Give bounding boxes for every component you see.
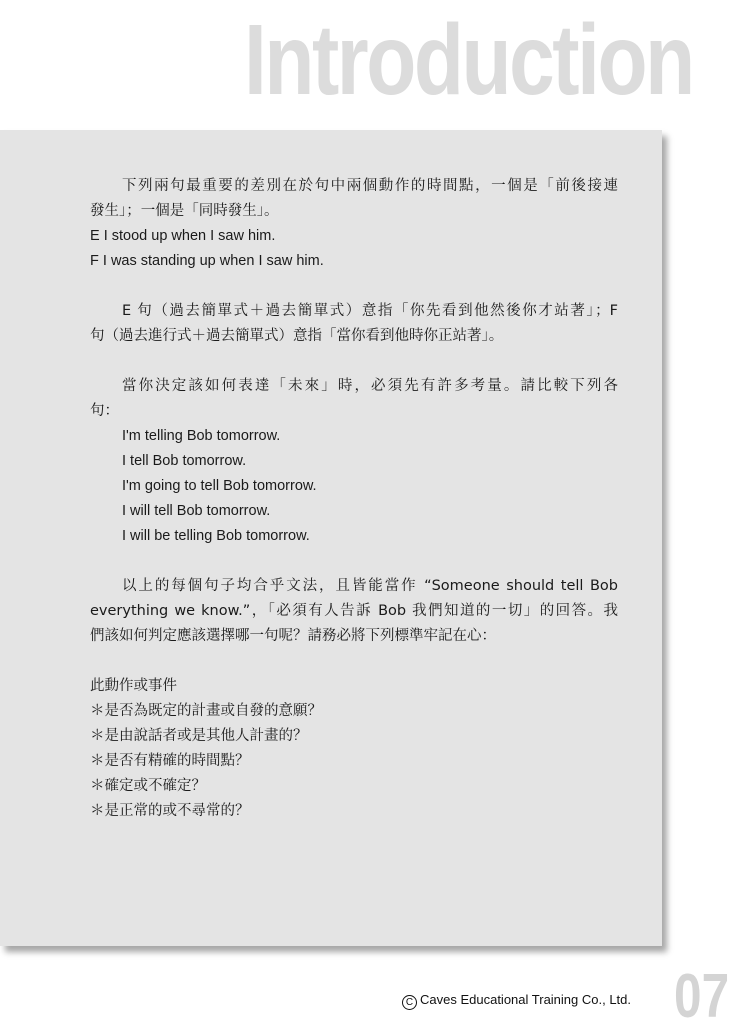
paragraph-line: 下列兩句最重要的差別在於句中兩個動作的時間點，一個是「前後接連 bbox=[122, 178, 618, 194]
paragraph-line: 以上的每個句子均合乎文法，且皆能當作 “Someone should tell Bob bbox=[122, 578, 618, 594]
example-sentence: F I was standing up when I saw him. bbox=[90, 253, 324, 269]
paragraph-line: everything we know.”，「必須有人告訴 Bob 我們知道的一切」的回答。我 bbox=[90, 603, 618, 619]
criteria-item: ＊是由說話者或是其他人計畫的？ bbox=[90, 728, 308, 744]
criteria-item: ＊確定或不確定？ bbox=[90, 778, 206, 794]
criteria-item: ＊是否為既定的計畫或自發的意願？ bbox=[90, 703, 322, 719]
criteria-item: ＊是否有精確的時間點？ bbox=[90, 753, 250, 769]
content-panel bbox=[0, 130, 662, 946]
example-sentence: I'm telling Bob tomorrow. bbox=[122, 428, 281, 444]
criteria-item: ＊是正常的或不尋常的？ bbox=[90, 803, 250, 819]
paragraph-line: 句： bbox=[90, 403, 119, 419]
example-sentence: I will tell Bob tomorrow. bbox=[122, 503, 271, 519]
example-sentence: E I stood up when I saw him. bbox=[90, 228, 276, 244]
paragraph-line: 發生」；一個是「同時發生」。 bbox=[90, 203, 279, 219]
criteria-heading: 此動作或事件 bbox=[90, 678, 177, 694]
example-sentence: I tell Bob tomorrow. bbox=[122, 453, 247, 469]
page-title: Introduction bbox=[244, 4, 693, 116]
page-number: 07 bbox=[674, 962, 730, 1031]
paragraph-line: 們該如何判定應該選擇哪一句呢？請務必將下列標準牢記在心： bbox=[90, 628, 496, 644]
copyright-icon: C bbox=[402, 995, 417, 1010]
publisher-name: Caves Educational Training Co., Ltd. bbox=[420, 992, 632, 1007]
content-body bbox=[90, 174, 618, 824]
footer-copyright bbox=[402, 992, 631, 1010]
paragraph-line: 句（過去進行式＋過去簡單式）意指「當你看到他時你正站著」。 bbox=[90, 328, 504, 344]
paragraph-line: E 句（過去簡單式＋過去簡單式）意指「你先看到他然後你才站著」；F bbox=[122, 303, 618, 319]
example-sentence: I will be telling Bob tomorrow. bbox=[122, 528, 310, 544]
example-sentence: I'm going to tell Bob tomorrow. bbox=[122, 478, 317, 494]
paragraph-line: 當你決定該如何表達「未來」時，必須先有許多考量。請比較下列各 bbox=[122, 378, 618, 394]
